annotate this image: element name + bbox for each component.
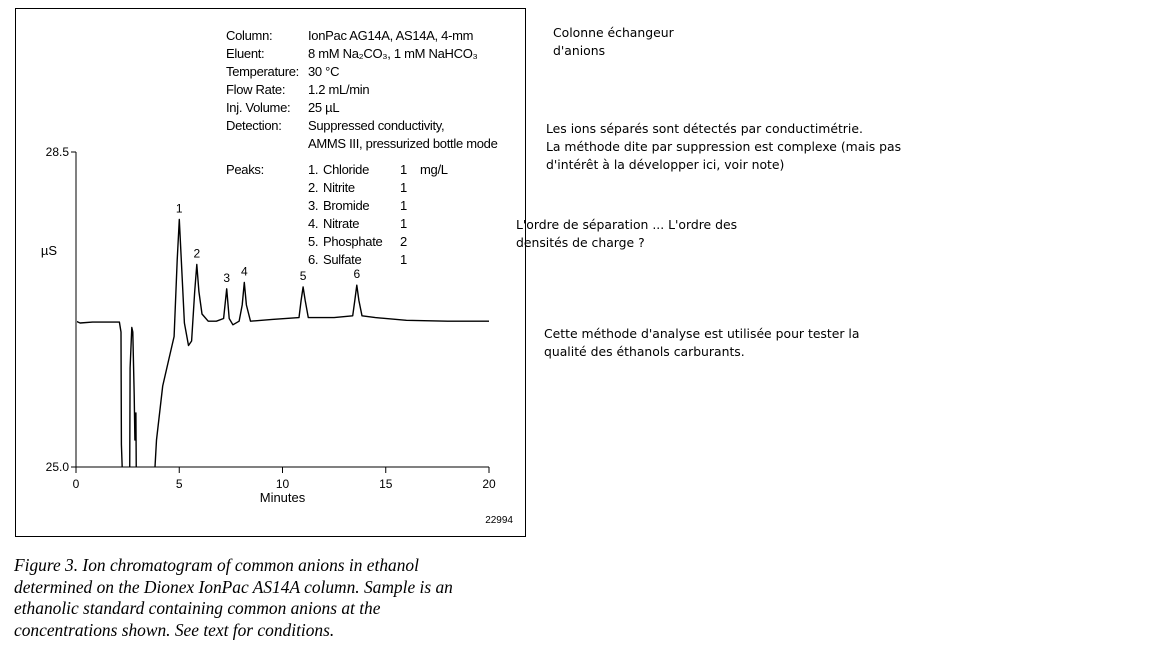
annotation-line: d'intérêt à la développer ici, voir note) bbox=[546, 157, 785, 172]
peak-name: Sulfate bbox=[323, 252, 362, 267]
peak-label: 1 bbox=[175, 201, 183, 216]
annotation-line: densités de charge ? bbox=[516, 235, 645, 250]
peak-number: 4. bbox=[308, 216, 319, 231]
condition-label: Column: bbox=[226, 28, 273, 43]
peak-name: Nitrite bbox=[323, 180, 355, 195]
condition-value: 1.2 mL/min bbox=[308, 82, 370, 97]
figure-frame bbox=[15, 8, 526, 537]
peak-number: 1. bbox=[308, 162, 319, 177]
x-tick-label: 15 bbox=[379, 477, 393, 491]
condition-label: Detection: bbox=[226, 118, 282, 133]
annotation-note bbox=[553, 24, 674, 60]
annotation-line: Les ions séparés sont détectés par conductimétrie. bbox=[546, 121, 863, 136]
peaks-label: Peaks: bbox=[226, 162, 264, 177]
condition-label: Eluent: bbox=[226, 46, 265, 61]
annotation-line: qualité des éthanols carburants. bbox=[544, 344, 745, 359]
condition-value: Suppressed conductivity, bbox=[308, 118, 445, 133]
annotation-line: La méthode dite par suppression est complexe (mais pas bbox=[546, 139, 902, 154]
x-tick-label: 10 bbox=[275, 477, 290, 491]
x-axis-label: Minutes bbox=[259, 490, 306, 505]
condition-label: Flow Rate: bbox=[226, 82, 286, 97]
condition-label: Inj. Volume: bbox=[226, 100, 291, 115]
annotation-note bbox=[546, 120, 901, 174]
annotation-note bbox=[516, 216, 737, 252]
y-tick-label: 25.0 bbox=[45, 460, 69, 474]
peak-number: 2. bbox=[308, 180, 319, 195]
peak-label: 2 bbox=[193, 246, 201, 261]
peak-concentration: 1 bbox=[400, 180, 407, 195]
peak-name: Nitrate bbox=[323, 216, 360, 231]
chromatogram-trace bbox=[76, 220, 489, 477]
condition-label: Temperature: bbox=[226, 64, 299, 79]
condition-value: 8 mM Na₂CO₃, 1 mM NaHCO₃ bbox=[308, 46, 478, 61]
annotation-line: Cette méthode d'analyse est utilisée pour tester la bbox=[544, 326, 860, 341]
peak-number: 5. bbox=[308, 234, 319, 249]
peak-concentration: 2 bbox=[400, 234, 407, 249]
annotation-line: L'ordre de séparation ... L'ordre des bbox=[516, 217, 738, 232]
peak-label: 5 bbox=[299, 269, 307, 283]
condition-value: 30 °C bbox=[308, 64, 340, 79]
annotation-line: d'anions bbox=[553, 43, 606, 58]
peak-name: Bromide bbox=[323, 198, 370, 213]
peak-concentration: 1 bbox=[400, 198, 407, 213]
peak-name: Chloride bbox=[323, 162, 370, 177]
peak-name: Phosphate bbox=[323, 234, 383, 249]
peak-number: 3. bbox=[308, 198, 319, 213]
condition-value: 25 µL bbox=[308, 100, 340, 115]
annotation-note bbox=[544, 325, 859, 361]
x-tick-label: 0 bbox=[72, 477, 80, 491]
peak-label: 6 bbox=[353, 267, 361, 282]
y-tick-label: 28.5 bbox=[45, 145, 69, 159]
condition-value: IonPac AG14A, AS14A, 4-mm bbox=[308, 28, 474, 43]
figure-id: 22994 bbox=[485, 515, 513, 526]
annotation-line: Colonne échangeur bbox=[553, 25, 674, 40]
x-tick-label: 20 bbox=[482, 477, 496, 491]
figure-caption: Figure 3. Ion chromatogram of common anions in ethanol determined on the Dionex IonPac AS14A column. Sample is an ethanolic standard containing common anions at the concentrations shown. See text for conditions. bbox=[14, 555, 453, 640]
x-tick-label: 5 bbox=[175, 477, 183, 491]
y-axis-label: µS bbox=[40, 243, 58, 258]
condition-value: AMMS III, pressurized bottle mode bbox=[308, 136, 498, 151]
peak-concentration: 1 bbox=[400, 216, 407, 231]
peak-unit: mg/L bbox=[420, 162, 448, 177]
peak-number: 6. bbox=[308, 252, 319, 267]
peak-concentration: 1 bbox=[400, 162, 407, 177]
peak-concentration: 1 bbox=[400, 252, 407, 267]
peak-label: 4 bbox=[240, 264, 248, 279]
peak-label: 3 bbox=[223, 270, 231, 285]
